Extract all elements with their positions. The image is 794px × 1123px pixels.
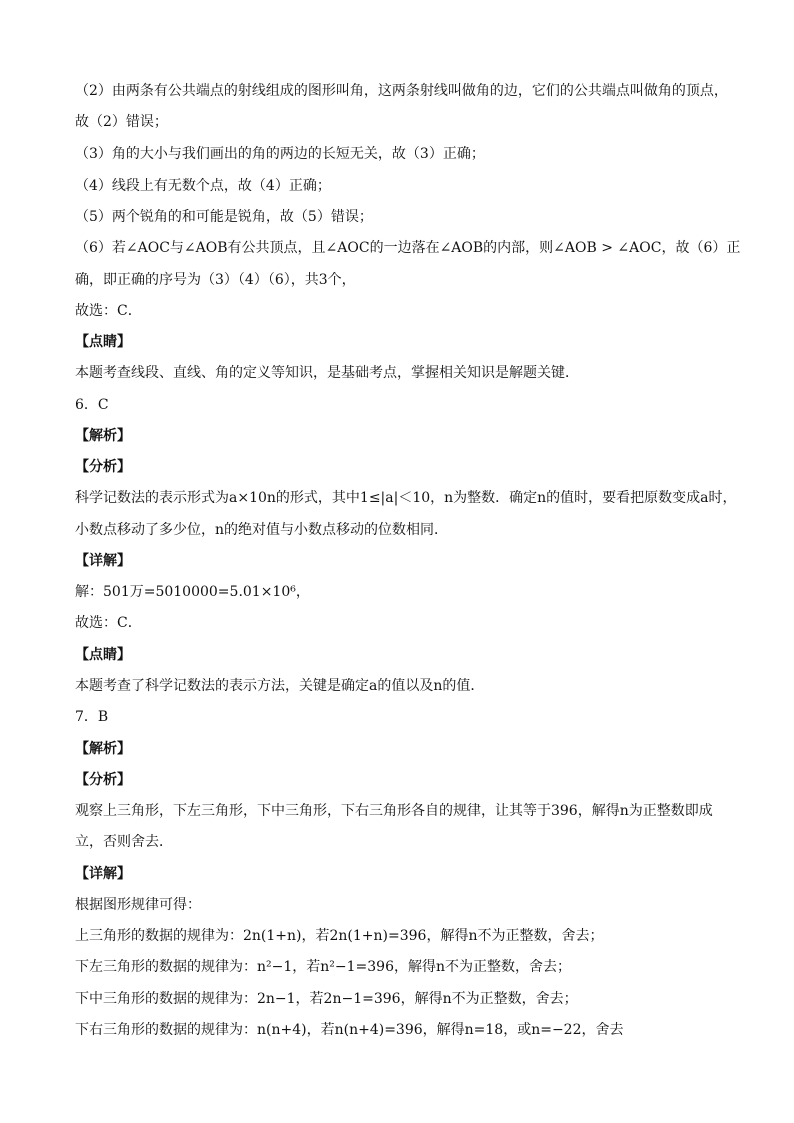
section-heading: 【点睛】: [75, 647, 131, 663]
text-line: （3）角的大小与我们画出的角的两边的长短无关，故（3）正确；: [75, 146, 485, 162]
text-line: 本题考查线段、直线、角的定义等知识，是基础考点，掌握相关知识是解题关键．: [75, 365, 579, 381]
section-heading: 【点睛】: [75, 334, 131, 350]
text-line: 故选：C．: [75, 615, 142, 631]
text-line: （4）线段上有无数个点，故（4）正确；: [75, 178, 331, 194]
text-line: 根据图形规律可得：: [75, 897, 201, 913]
text-line: 故选：C．: [75, 303, 142, 319]
question-answer: 6．C: [75, 397, 109, 413]
text-line: （2）由两条有公共端点的射线组成的图形叫角，这两条射线叫做角的边，它们的公共端点叫做角的顶点，: [75, 83, 728, 99]
text-line: （6）若∠AOC与∠AOB有公共顶点，且∠AOC的一边落在∠AOB的内部，则∠AOB > ∠AOC，故（6）正: [75, 240, 741, 256]
text-line: 下中三角形的数据的规律为：2n−1，若2n−1=396，解得n不为正整数，舍去；: [75, 991, 578, 1007]
text-line: 故（2）错误；: [75, 114, 168, 130]
text-line: （5）两个锐角的和可能是锐角，故（5）错误；: [75, 209, 373, 225]
section-heading: 【解析】: [75, 428, 131, 444]
text-line: 科学记数法的表示形式为a×10n的形式，其中1≤|a|＜10，n为整数．确定n的值时，要看把原数变成a时，: [75, 490, 737, 506]
text-line: 下右三角形的数据的规律为：n(n+4)，若n(n+4)=396，解得n=18，或n=−22，舍去: [75, 1022, 624, 1038]
section-heading: 【详解】: [75, 553, 131, 569]
text-line: 上三角形的数据的规律为：2n(1+n)，若2n(1+n)=396，解得n不为正整数，舍去；: [75, 928, 604, 944]
text-line: 下左三角形的数据的规律为：n²−1，若n²−1=396，解得n不为正整数，舍去；: [75, 959, 572, 975]
section-heading: 【详解】: [75, 866, 131, 882]
text-line: 本题考查了科学记数法的表示方法，关键是确定a的值以及n的值．: [75, 678, 485, 694]
section-heading: 【解析】: [75, 741, 131, 757]
text-line: 小数点移动了多少位，n的绝对值与小数点移动的位数相同．: [75, 522, 449, 538]
text-line: 解：501万=5010000=5.01×10⁶，: [75, 584, 310, 600]
section-heading: 【分析】: [75, 772, 131, 788]
text-line: 立，否则舍去．: [75, 834, 173, 850]
text-line: 观察上三角形，下左三角形，下中三角形，下右三角形各自的规律，让其等于396，解得n为正整数即成: [75, 803, 713, 819]
text-line: 确，即正确的序号为（3）（4）（6），共3个，: [75, 272, 356, 288]
question-answer: 7．B: [75, 709, 109, 725]
section-heading: 【分析】: [75, 459, 131, 475]
